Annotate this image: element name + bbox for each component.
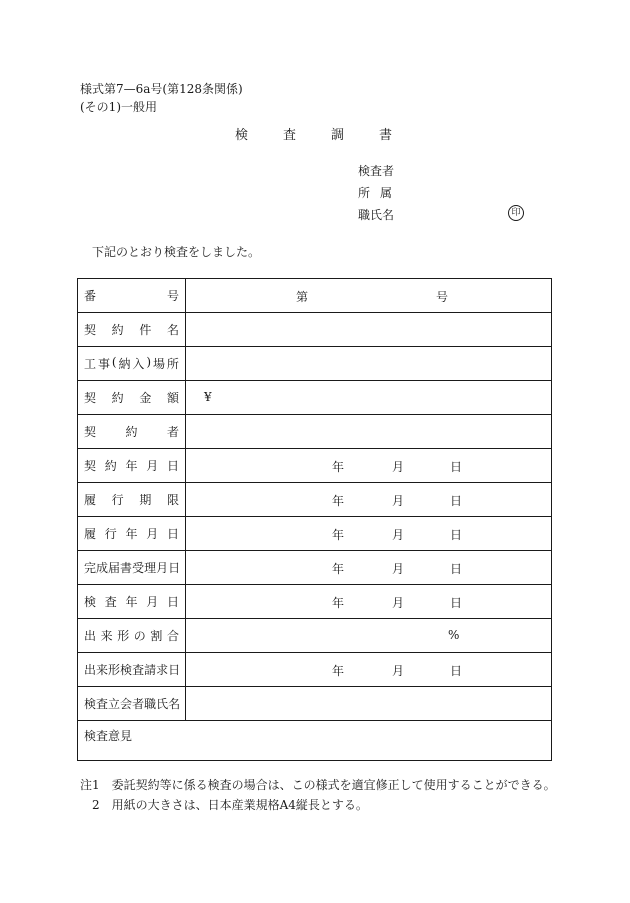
row-label [78,585,186,619]
row-value-field[interactable] [186,619,552,653]
label-char: 査 [104,595,117,609]
label-char: 納 [118,357,131,371]
label-char: 届 [108,561,121,575]
table-row [78,483,552,517]
date-year-label: 年 [332,562,345,576]
label-char: 約 [104,459,117,473]
label-char: ( [111,355,117,369]
label-char: 行 [104,527,117,541]
date-day-label: 日 [450,460,463,474]
row-value-field[interactable] [186,449,552,483]
title-char: 査 [283,128,297,143]
label-char: 所 [166,357,179,371]
row-label [78,415,186,449]
label-char: 出 [84,629,97,643]
row-value-field[interactable] [186,517,552,551]
table-row [78,449,552,483]
title-char: 検 [235,128,249,143]
inspection-table [77,278,552,761]
row-label [78,381,186,415]
opinion-row [78,721,552,761]
row-value-field[interactable] [186,585,552,619]
date-day-label: 日 [450,494,463,508]
table-row [78,415,552,449]
date-year-label: 年 [332,460,345,474]
row-value-field[interactable] [186,381,552,415]
label-char: 月 [156,561,169,575]
label-char: 書 [120,561,133,575]
row-label-text [84,355,179,372]
inspector-label: 検査者 [358,164,395,178]
label-char: 出 [84,663,97,677]
label-char: 限 [166,493,179,507]
row-label-text [84,525,179,542]
row-label [78,313,186,347]
label-char: 成 [96,561,109,575]
row-label-text [84,457,179,474]
row-value-field[interactable] [186,551,552,585]
label-char: 割 [150,629,163,643]
label-char: 号 [166,289,179,303]
label-char: 理 [144,561,157,575]
label-char: 来 [100,629,113,643]
form-subtitle: (その1)一般用 [80,100,157,114]
row-label [78,619,186,653]
row-label-text [84,593,179,610]
row-label [78,517,186,551]
date-month-label: 月 [392,528,405,542]
label-char: 約 [111,391,124,405]
row-value-field[interactable] [186,687,552,721]
label-char: 求 [156,663,169,677]
affiliation-label [358,184,402,201]
label-char: 請 [144,663,157,677]
table-row [78,381,552,415]
date-year-label: 年 [332,494,345,508]
table-row [78,347,552,381]
date-month-label: 月 [392,596,405,610]
number-prefix: 第 [296,290,309,304]
label-char: 名 [166,323,179,337]
row-label [78,279,186,313]
row-label-text [84,695,179,712]
yen-symbol: ¥ [204,390,212,404]
label-char: 名 [168,697,181,711]
label-char: 契 [84,323,97,337]
label-char: 氏 [156,697,169,711]
label-char: 金 [139,391,152,405]
affiliation-char: 所 [358,186,371,200]
label-char: 履 [84,527,97,541]
row-label [78,653,186,687]
name-title-label: 職氏名 [358,208,395,222]
row-value-field[interactable] [186,415,552,449]
number-suffix: 号 [436,290,449,304]
date-year-label: 年 [332,664,345,678]
title-char: 調 [331,128,345,143]
row-value-field[interactable] [186,279,552,313]
label-char: 査 [96,697,109,711]
table-row [78,551,552,585]
label-char: 入 [132,357,145,371]
label-char: 検 [120,663,133,677]
date-year-label: 年 [332,528,345,542]
row-label-text [84,287,179,304]
date-month-label: 月 [392,562,405,576]
label-char: 工 [84,357,97,371]
label-char: 年 [125,459,138,473]
label-char: 契 [84,425,97,439]
table-row [78,585,552,619]
row-label-text [84,491,179,508]
label-char: 件 [139,323,152,337]
date-month-label: 月 [392,494,405,508]
table-row [78,687,552,721]
label-char: 日 [166,527,179,541]
label-char: 検 [84,697,97,711]
row-value-field[interactable] [186,313,552,347]
row-label [78,449,186,483]
label-char: 履 [84,493,97,507]
table-row [78,619,552,653]
label-char: 事 [97,357,110,371]
label-char: 日 [168,561,181,575]
label-char: 約 [125,425,138,439]
label-char: 月 [146,595,159,609]
label-char: 契 [84,391,97,405]
row-label-text [84,423,179,440]
label-char: ) [146,355,152,369]
label-char: 約 [111,323,124,337]
seal-mark-icon: 印 [508,205,524,221]
date-day-label: 日 [450,562,463,576]
label-char: 形 [108,663,121,677]
form-number: 様式第7—6a号(第128条関係) [80,82,243,96]
label-char: 者 [132,697,145,711]
title-char: 書 [379,128,393,143]
row-label-text [84,627,179,644]
table-row [78,653,552,687]
row-value-field[interactable] [186,653,552,687]
row-label [78,347,186,381]
date-year-label: 年 [332,596,345,610]
label-char: 立 [108,697,121,711]
label-char: 場 [152,357,165,371]
row-label-text [84,321,179,338]
row-label [78,687,186,721]
percent-symbol: % [448,628,460,642]
note-2: 2 用紙の大きさは、日本産業規格A4縦長とする。 [92,798,368,812]
label-char: 行 [111,493,124,507]
note-1: 注1 委託契約等に係る検査の場合は、この様式を適宜修正して使用することができる。 [80,778,556,792]
affiliation-char: 属 [380,186,393,200]
label-char: の [133,629,146,643]
date-month-label: 月 [392,460,405,474]
label-char: 日 [166,459,179,473]
label-char: 契 [84,459,97,473]
label-char: 会 [120,697,133,711]
row-value-field[interactable] [186,347,552,381]
label-char: 職 [144,697,157,711]
inspection-opinion-field[interactable] [78,721,552,761]
row-label-text [84,389,179,406]
label-char: 受 [132,561,145,575]
label-char: 検 [84,595,97,609]
label-char: 査 [132,663,145,677]
row-label-text [84,661,179,678]
row-label [78,483,186,517]
label-char: 額 [166,391,179,405]
label-char: 年 [125,595,138,609]
label-char: 来 [96,663,109,677]
table-row [78,517,552,551]
date-day-label: 日 [450,596,463,610]
row-value-field[interactable] [186,483,552,517]
label-char: 者 [166,425,179,439]
row-label-text [84,559,179,576]
opinion-label: 検査意見 [84,729,133,743]
label-char: 番 [84,289,97,303]
date-day-label: 日 [450,528,463,542]
table-row [78,279,552,313]
label-char: 年 [125,527,138,541]
document-title [235,124,427,143]
label-char: 合 [166,629,179,643]
label-char: 月 [146,459,159,473]
label-char: 完 [84,561,97,575]
label-char: 日 [168,663,181,677]
intro-text: 下記のとおり検査をしました。 [92,245,261,259]
label-char: 期 [139,493,152,507]
label-char: 月 [146,527,159,541]
date-month-label: 月 [392,664,405,678]
date-day-label: 日 [450,664,463,678]
row-label [78,551,186,585]
label-char: 形 [117,629,130,643]
table-row [78,313,552,347]
label-char: 日 [166,595,179,609]
